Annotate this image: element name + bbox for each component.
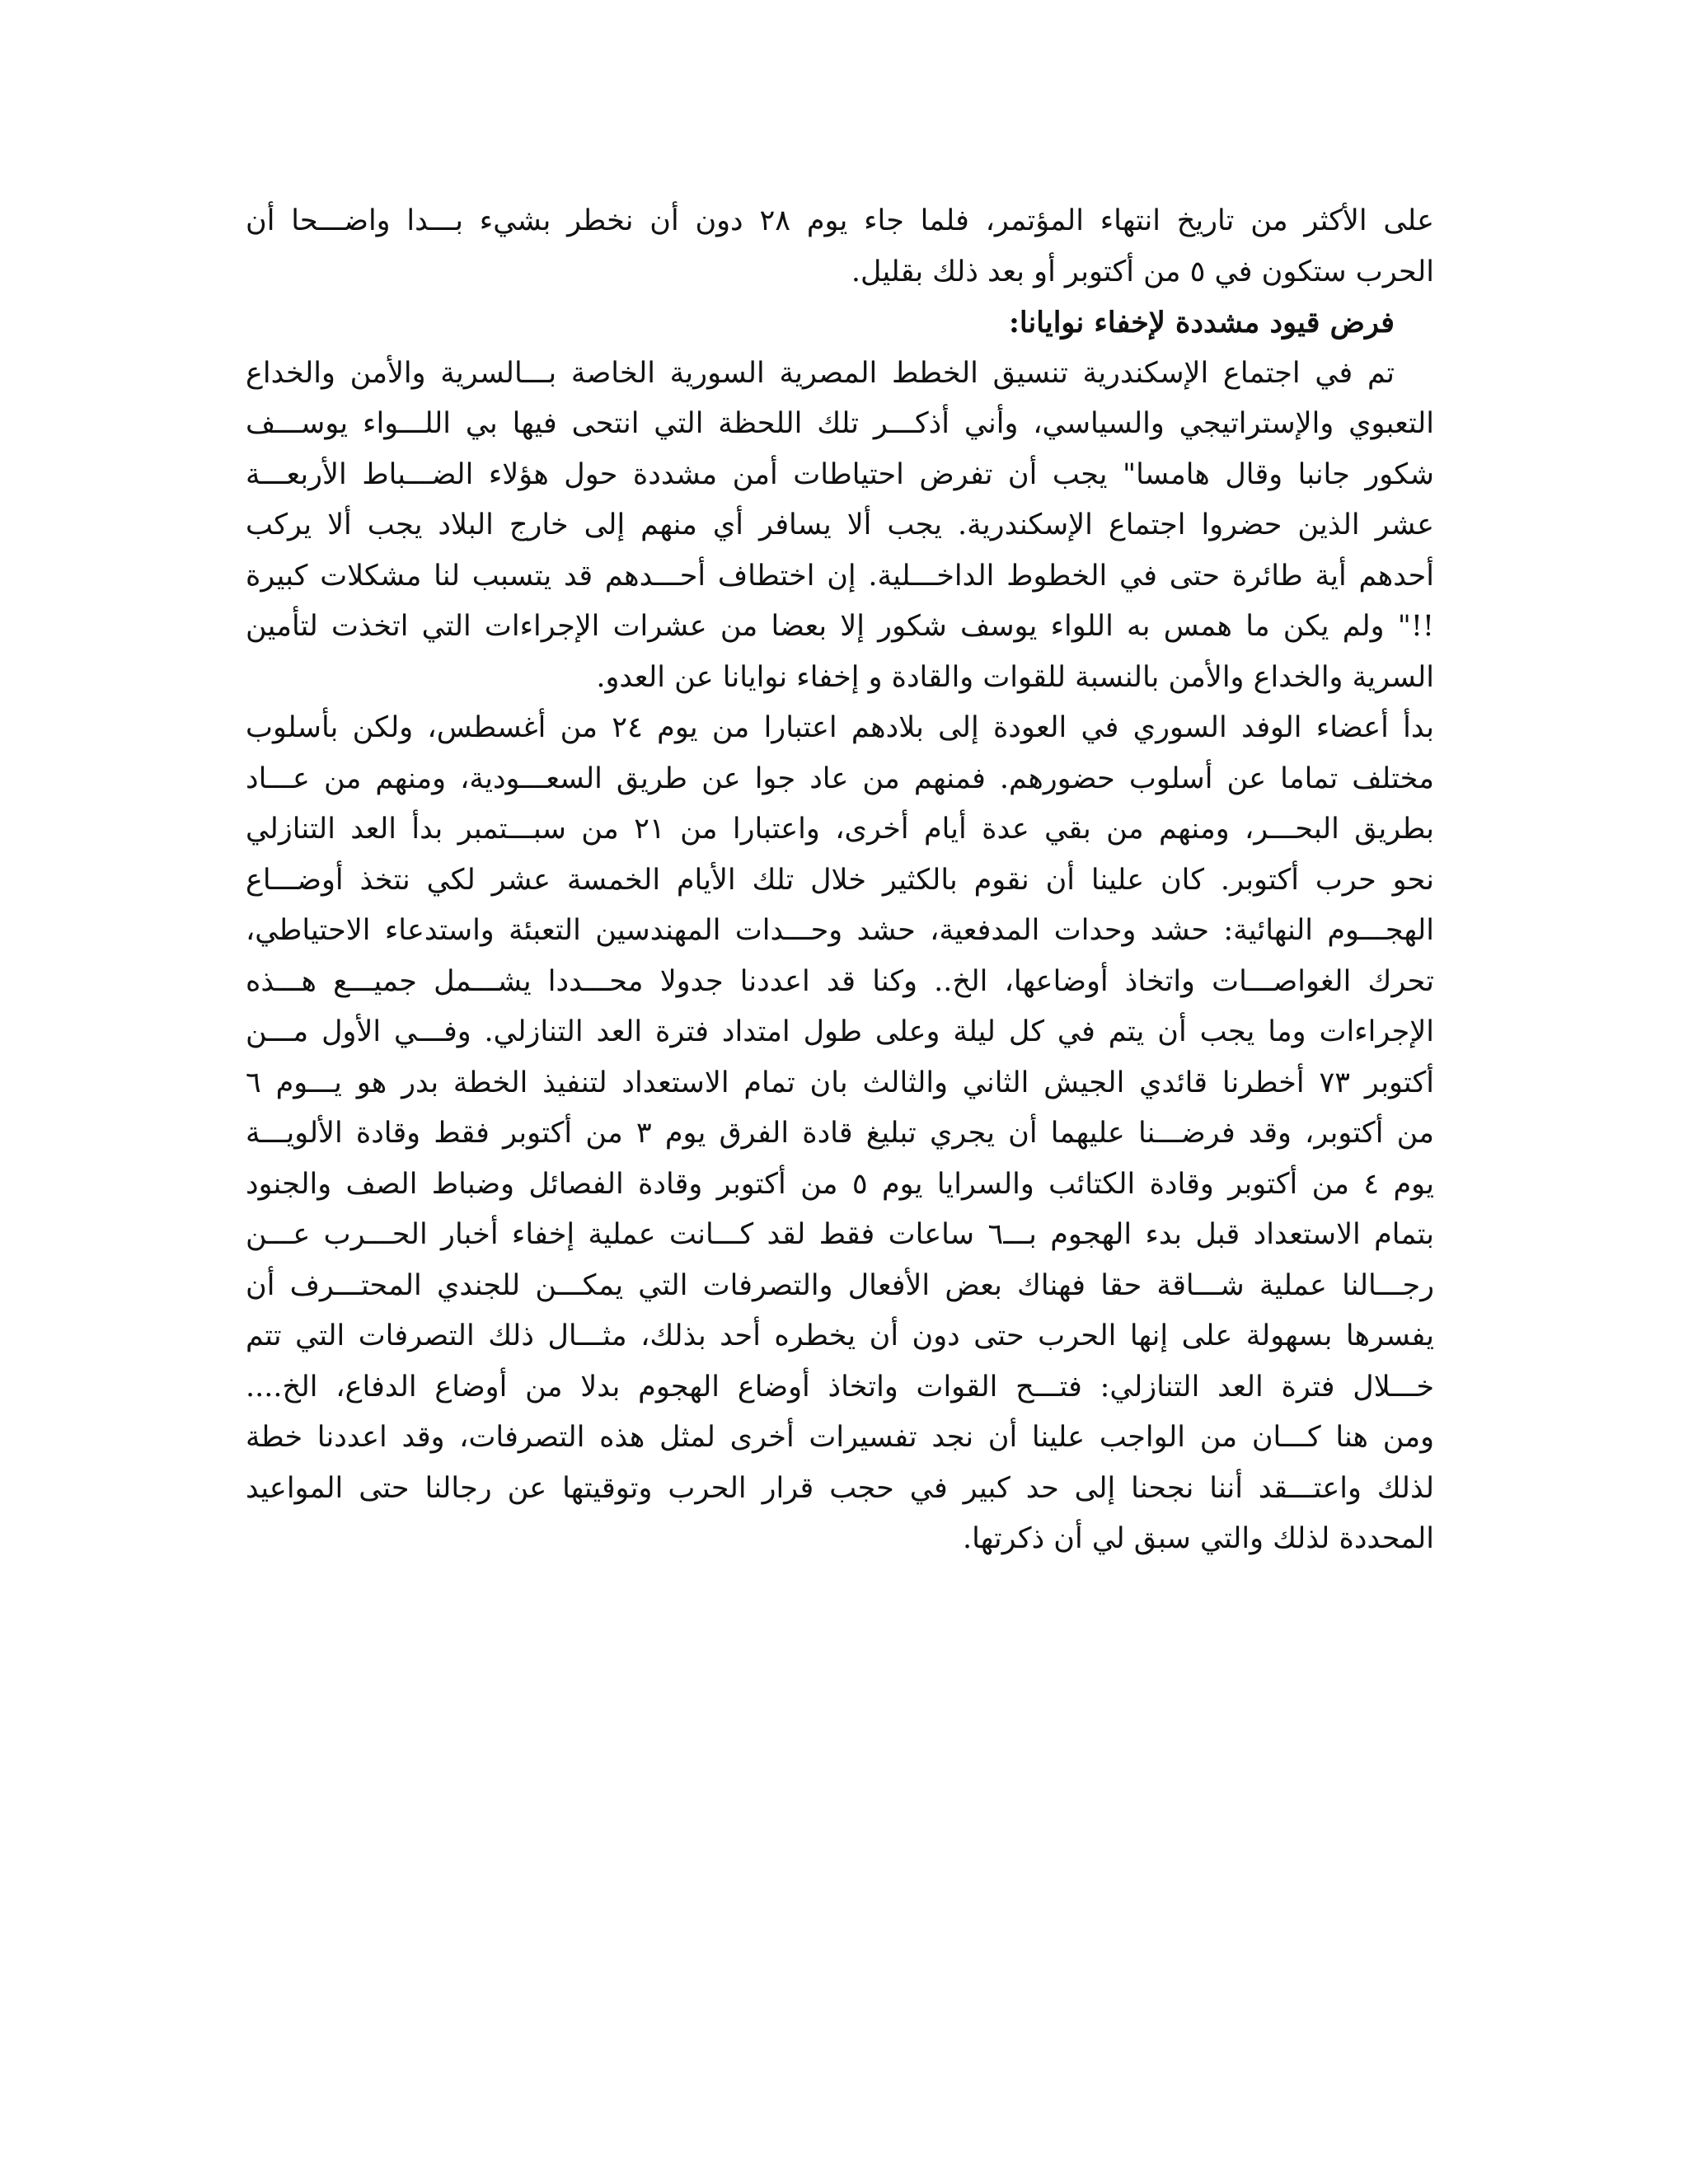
document-page (246, 196, 1434, 1565)
text-line: نحو حرب أكتوبر. كان علينا أن نقوم بالكثير خلال تلك الأيام الخمسة عشر لكي نتخذ أوضـــاع (246, 863, 1434, 897)
text-line: ومن هنا كـــان من الواجب علينا أن نجد تفسيرات أخرى لمثل هذه التصرفات، وقد اعددنا خطة (246, 1421, 1434, 1454)
text-line: خـــلال فترة العد التنازلي: فتـــح القوات واتخاذ أوضاع الهجوم بدلا من أوضاع الدفاع، الخ.... (246, 1370, 1434, 1404)
text-line: أحدهم أية طائرة حتى في الخطوط الداخـــلية. إن اختطاف أحـــدهم قد يتسبب لنا مشكلات كبيرة (246, 559, 1434, 593)
text-line: رجـــالنا عملية شـــاقة حقا فهناك بعض الأفعال والتصرفات التي يمكـــن للجندي المحتـــرف أن (246, 1268, 1434, 1302)
text-line: بتمام الاستعداد قبل بدء الهجوم بـــ٦ ساعات فقط لقد كـــانت عملية إخفاء أخبار الحـــرب عـــن (246, 1218, 1435, 1251)
text-line: لذلك واعتـــقد أننا نجحنا إلى حد كبير في حجب قرار الحرب وتوقيتها عن رجالنا حتى المواعيد (246, 1471, 1434, 1505)
text-line: شكور جانبا وقال هامسا" يجب أن تفرض احتياطات أمن مشددة حول هؤلاء الضـــباط الأربعـــة (246, 457, 1434, 491)
text-line: عشر الذين حضروا اجتماع الإسكندرية. يجب ألا يسافر أي منهم إلى خارج البلاد يجب ألا يركب (246, 509, 1434, 541)
text-line: أكتوبر ٧٣ أخطرنا قائدي الجيش الثاني والثالث بان تمام الاستعداد لتنفيذ الخطة بدر هو يـــوم ٦ (246, 1066, 1434, 1099)
text-line: يفسرها بسهولة على إنها الحرب حتى دون أن يخطره أحد بذلك، مثـــال ذلك التصرفات التي تتم (246, 1319, 1434, 1352)
text-line: التعبوي والإستراتيجي والسياسي، وأني أذكـــر تلك اللحظة التي انتحى فيها بي اللـــواء يوســـف (246, 407, 1434, 440)
text-line: الهجـــوم النهائية: حشد وحدات المدفعية، حشد وحـــدات المهندسين التعبئة واستدعاء الاحتياطي، (246, 914, 1434, 947)
text-line: يوم ٤ من أكتوبر وقادة الكتائب والسرايا يوم ٥ من أكتوبر وقادة الفصائل وضباط الصف والجنود (246, 1167, 1435, 1201)
text-line: الحرب ستكون في ٥ من أكتوبر أو بعد ذلك بقليل. (851, 255, 1434, 288)
section-heading: فرض قيود مشددة لإخفاء نوايانا: (1008, 306, 1395, 340)
text-line: من أكتوبر، وقد فرضـــنا عليهما أن يجري تبليغ قادة الفرق يوم ٣ من أكتوبر فقط وقادة الألويـــة (246, 1117, 1434, 1150)
text-line: على الأكثر من تاريخ انتهاء المؤتمر، فلما جاء يوم ٢٨ دون أن نخطر بشيء بـــدا واضـــحا أن (246, 204, 1435, 237)
text-line: الإجراءات وما يجب أن يتم في كل ليلة وعلى طول امتداد فترة العد التنازلي. وفـــي الأول مـــن (246, 1015, 1434, 1048)
text-line: !!" ولم يكن ما همس به اللواء يوسف شكور إلا بعضا من عشرات الإجراءات التي اتخذت لتأمين (246, 610, 1434, 643)
text-line: بدأ أعضاء الوفد السوري في العودة إلى بلادهم اعتبارا من يوم ٢٤ من أغسطس، ولكن بأسلوب (246, 711, 1434, 744)
text-line: مختلف تماما عن أسلوب حضورهم. فمنهم من عاد جوا عن طريق السعـــودية، ومنهم من عـــاد (246, 762, 1434, 795)
text-line: بطريق البحـــر، ومنهم من بقي عدة أيام أخرى، واعتبارا من ٢١ من سبـــتمبر بدأ العد التنازلي (246, 813, 1434, 846)
text-line: السرية والخداع والأمن بالنسبة للقوات والقادة و إخفاء نوايانا عن العدو. (596, 660, 1434, 694)
text-line: تم في اجتماع الإسكندرية تنسيق الخطط المصرية السورية الخاصة بـــالسرية والأمن والخداع (246, 356, 1395, 390)
text-line: المحددة لذلك والتي سبق لي أن ذكرتها. (962, 1522, 1434, 1555)
text-line: تحرك الغواصـــات واتخاذ أوضاعها، الخ.. وكنا قد اعددنا جدولا محـــددا يشـــمل جميـــع هـــذه (246, 964, 1434, 998)
